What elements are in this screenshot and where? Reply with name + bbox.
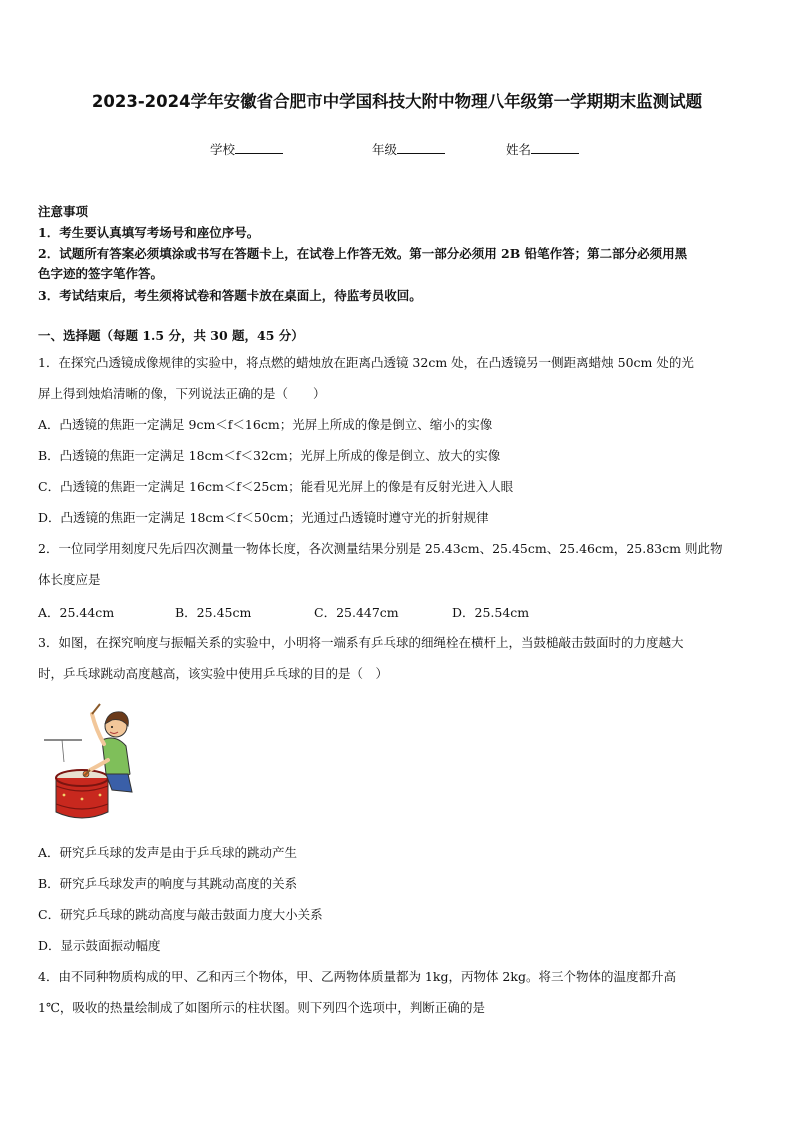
school-label: 学校 <box>210 142 236 157</box>
q2-option-d: D．25.54cm <box>452 605 530 620</box>
notes-item-3: 3．考试结束后，考生须将试卷和答题卡放在桌面上，待监考员收回。 <box>38 288 422 303</box>
q2-option-c: C．25.447cm <box>314 605 399 620</box>
notes-heading: 注意事项 <box>38 204 89 219</box>
exam-title: 2023-2024学年安徽省合肥市中学国科技大附中物理八年级第一学期期末监测试题 <box>91 92 703 111</box>
grade-field <box>372 140 445 158</box>
q1-option-b: B．凸透镜的焦距一定满足 18cm＜f＜32cm；光屏上所成的像是倒立、放大的实像 <box>38 448 501 463</box>
notes-item-2-line-1: 2．试题所有答案必须填涂或书写在答题卡上，在试卷上作答无效。第一部分必须用 2B 铅笔作答；第二部分必须用黑 <box>38 246 688 261</box>
grade-blank <box>397 141 445 154</box>
q1-line-1: 1．在探究凸透镜成像规律的实验中，将点燃的蜡烛放在距离凸透镜 32cm 处，在凸透镜另一侧距离蜡烛 50cm 处的光 <box>38 355 694 370</box>
q3-line-1: 3．如图，在探究响度与振幅关系的实验中，小明将一端系有乒乓球的细绳栓在横杆上，当鼓槌敲击鼓面时的力度越大 <box>38 635 684 650</box>
drum-experiment-figure <box>42 700 142 828</box>
q3-option-c: C．研究乒乓球的跳动高度与敲击鼓面力度大小关系 <box>38 907 323 922</box>
name-field <box>506 140 579 158</box>
grade-label: 年级 <box>372 142 398 157</box>
q1-line-2: 屏上得到烛焰清晰的像，下列说法正确的是（ ） <box>38 386 326 401</box>
name-blank <box>531 141 579 154</box>
q1-option-d: D．凸透镜的焦距一定满足 18cm＜f＜50cm；光通过凸透镜时遵守光的折射规律 <box>38 510 489 525</box>
name-label: 姓名 <box>506 142 532 157</box>
q3-option-d: D．显示鼓面振动幅度 <box>38 938 161 953</box>
school-blank <box>235 141 283 154</box>
school-field <box>210 140 283 158</box>
q2-line-1: 2．一位同学用刻度尺先后四次测量一物体长度，各次测量结果分别是 25.43cm、25.45cm、25.46cm，25.83cm 则此物 <box>38 541 723 556</box>
q4-line-2: 1℃，吸收的热量绘制成了如图所示的柱状图。则下列四个选项中，判断正确的是 <box>38 1000 485 1015</box>
string-line <box>62 740 64 762</box>
q4-line-1: 4．由不同种物质构成的甲、乙和丙三个物体，甲、乙两物体质量都为 1kg，丙物体 2kg。将三个物体的温度都升高 <box>38 969 676 984</box>
q2-option-a: A．25.44cm <box>38 605 115 620</box>
q3-option-b: B．研究乒乓球发声的响度与其跳动高度的关系 <box>38 876 298 891</box>
q1-option-a: A．凸透镜的焦距一定满足 9cm＜f＜16cm；光屏上所成的像是倒立、缩小的实像 <box>38 417 493 432</box>
kid-shirt <box>102 738 130 778</box>
notes-item-1: 1．考生要认真填写考场号和座位序号。 <box>38 225 260 240</box>
q2-line-2: 体长度应是 <box>38 572 101 587</box>
section-heading: 一、选择题（每题 1.5 分，共 30 题，45 分） <box>38 328 304 343</box>
drumstick-raised <box>92 704 100 714</box>
q3-option-a: A．研究乒乓球的发声是由于乒乓球的跳动产生 <box>38 845 298 860</box>
q1-option-c: C．凸透镜的焦距一定满足 16cm＜f＜25cm；能看见光屏上的像是有反射光进入人眼 <box>38 479 514 494</box>
q3-line-2: 时，乒乓球跳动高度越高，该实验中使用乒乓球的目的是（ ） <box>38 666 389 681</box>
notes-item-2-line-2: 色字迹的签字笔作答。 <box>38 266 164 281</box>
kid-pants <box>106 774 132 792</box>
q2-option-b: B．25.45cm <box>175 605 252 620</box>
